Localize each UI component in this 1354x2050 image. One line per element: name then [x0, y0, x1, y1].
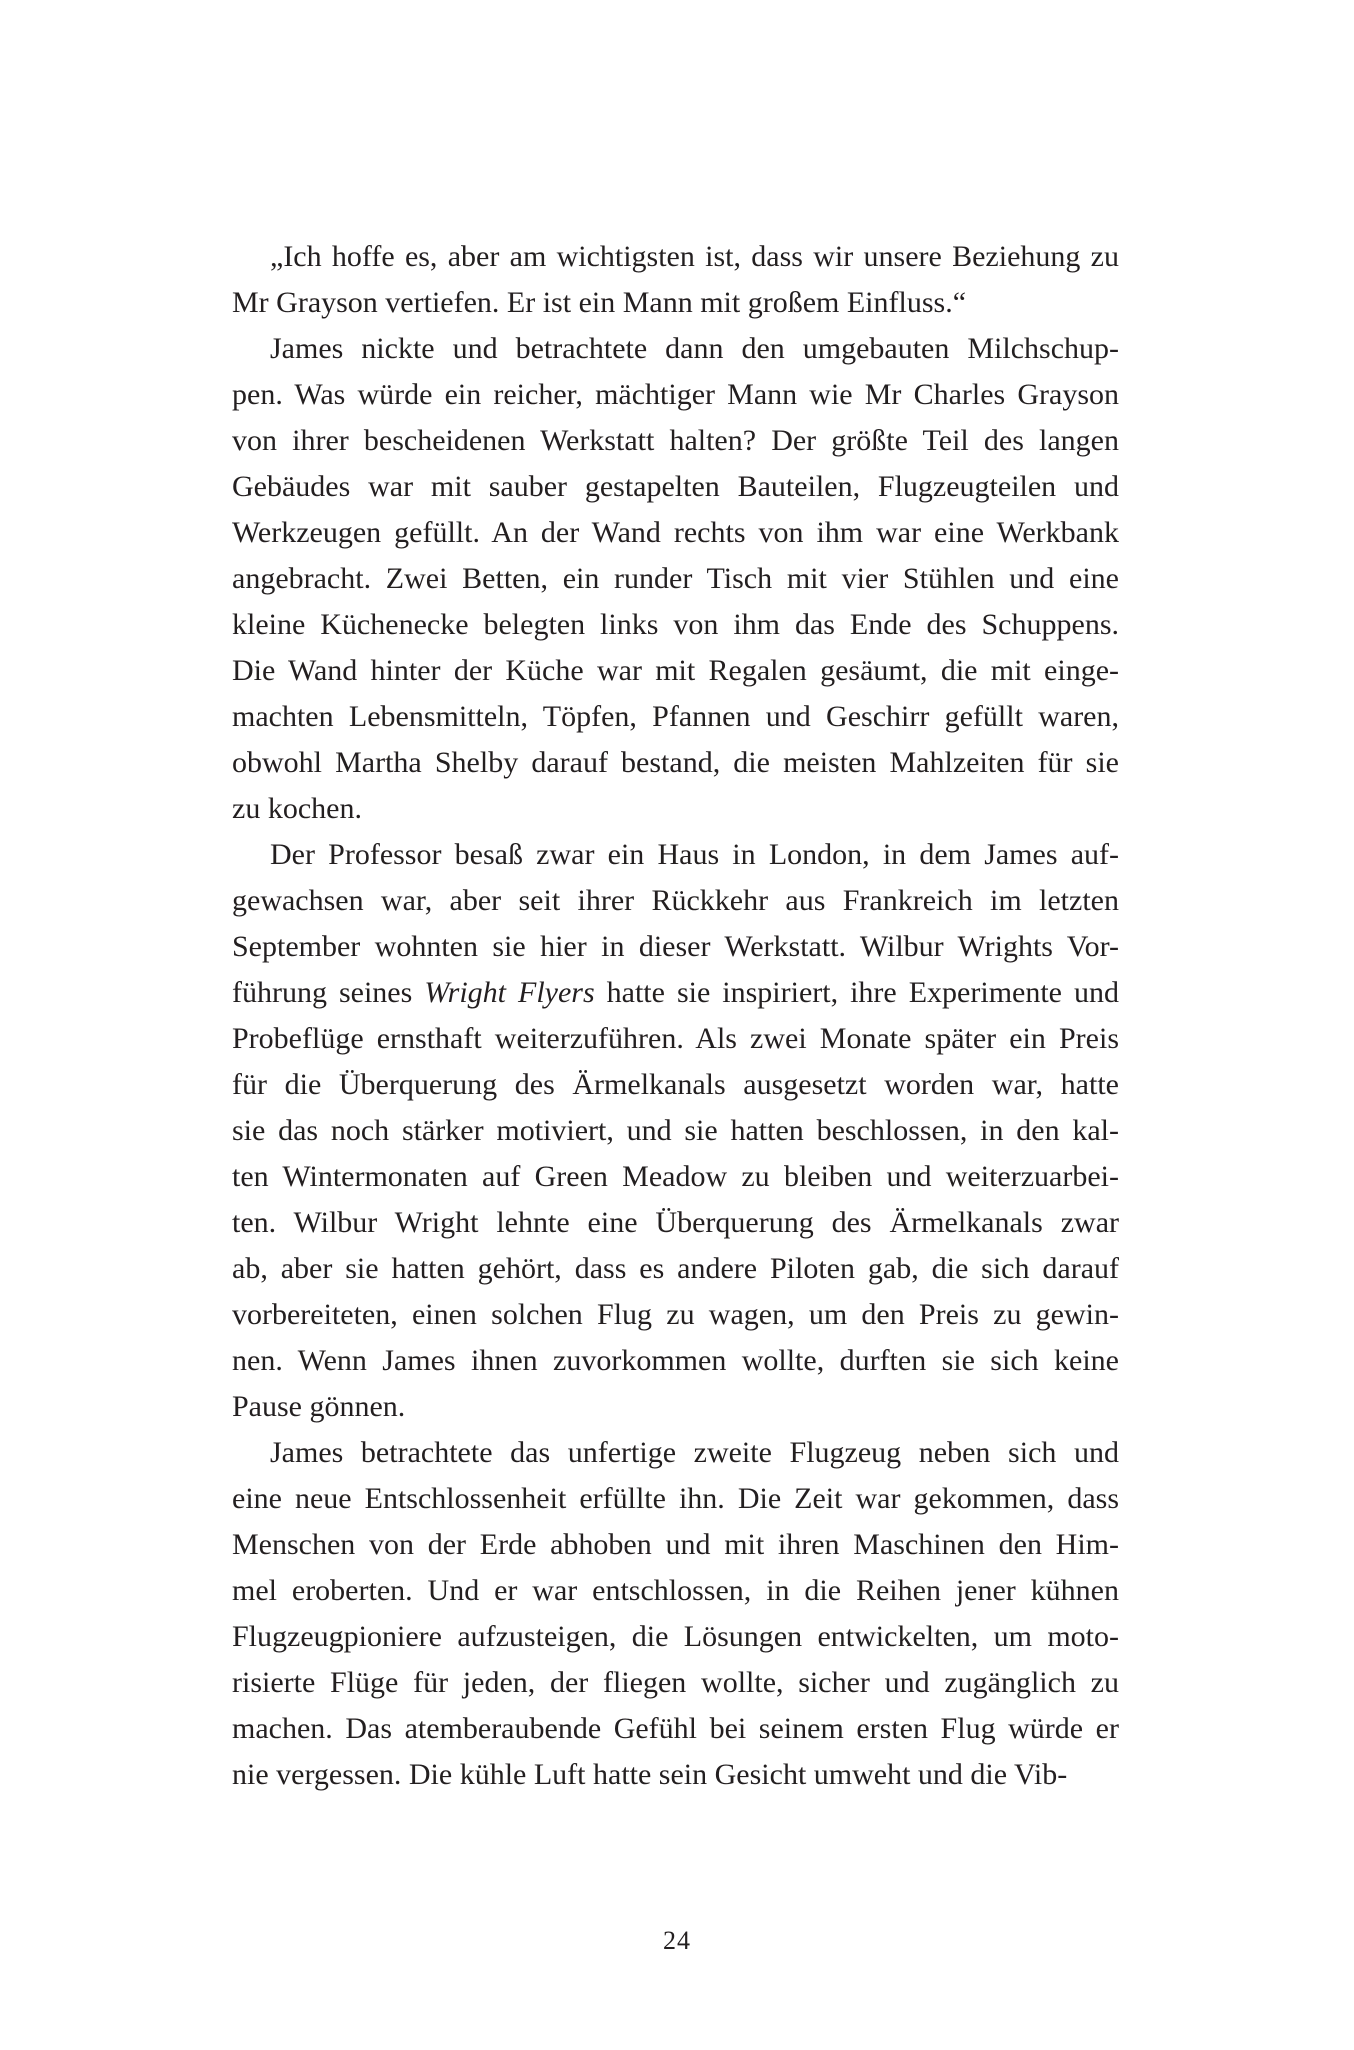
text-run: angebracht. Zwei Betten, ein runder Tisch mit vier Stühlen und eine — [232, 562, 1119, 595]
text-line — [232, 694, 1119, 740]
paragraph — [232, 832, 1119, 1430]
text-run: hatte sie inspiriert, ihre Experimente und — [594, 976, 1120, 1009]
italic-text: Wright Flyers — [424, 976, 595, 1009]
text-line — [232, 464, 1119, 510]
text-line — [232, 970, 1119, 1016]
text-run: nie vergessen. Die kühle Luft hatte sein Gesicht umweht und die Vib- — [232, 1758, 1068, 1791]
paragraph — [232, 234, 1119, 326]
text-line — [232, 1522, 1119, 1568]
text-run: Mr Grayson vertiefen. Er ist ein Mann mit großem Einfluss.“ — [232, 286, 967, 319]
text-run: machen. Das atemberaubende Gefühl bei seinem ersten Flug würde er — [232, 1712, 1119, 1745]
text-run: „Ich hoffe es, aber am wichtigsten ist, dass wir unsere Beziehung zu — [270, 240, 1119, 273]
text-line — [232, 1292, 1119, 1338]
text-run: sie das noch stärker motiviert, und sie hatten beschlossen, in den kal- — [232, 1114, 1119, 1147]
text-run: Der Professor besaß zwar ein Haus in London, in dem James auf- — [270, 838, 1119, 871]
text-line — [232, 648, 1119, 694]
text-run: von ihrer bescheidenen Werkstatt halten? Der größte Teil des langen — [232, 424, 1119, 457]
text-run: für die Überquerung des Ärmelkanals ausgesetzt worden war, hatte — [232, 1068, 1119, 1101]
text-line — [232, 878, 1119, 924]
text-run: Die Wand hinter der Küche war mit Regalen gesäumt, die mit einge- — [232, 654, 1119, 687]
text-line — [232, 1016, 1119, 1062]
text-line — [232, 1338, 1119, 1384]
text-run: führung seines — [232, 976, 425, 1009]
paragraph — [232, 1430, 1119, 1798]
text-run: eine neue Entschlossenheit erfüllte ihn. Die Zeit war gekommen, dass — [232, 1482, 1119, 1515]
text-line — [232, 372, 1119, 418]
text-run: nen. Wenn James ihnen zuvorkommen wollte, durften sie sich keine — [232, 1344, 1119, 1377]
text-line — [232, 740, 1119, 786]
text-run: zu kochen. — [232, 792, 362, 825]
paragraph — [232, 326, 1119, 832]
text-run: Probeflüge ernsthaft weiterzuführen. Als zwei Monate später ein Preis — [232, 1022, 1119, 1055]
text-line — [232, 556, 1119, 602]
text-line — [232, 1246, 1119, 1292]
text-run: ten Wintermonaten auf Green Meadow zu bleiben und weiterzuarbei- — [232, 1160, 1119, 1193]
text-line — [232, 326, 1119, 372]
text-run: kleine Küchenecke belegten links von ihm das Ende des Schuppens. — [232, 608, 1119, 641]
text-line — [232, 602, 1119, 648]
text-run: Gebäudes war mit sauber gestapelten Bauteilen, Flugzeugteilen und — [232, 470, 1119, 503]
text-run: Flugzeugpioniere aufzusteigen, die Lösungen entwickelten, um moto- — [232, 1620, 1119, 1653]
text-line — [232, 418, 1119, 464]
text-run: mel eroberten. Und er war entschlossen, in die Reihen jener kühnen — [232, 1574, 1119, 1607]
text-line — [232, 1430, 1119, 1476]
text-line — [232, 234, 1119, 280]
text-line — [232, 1660, 1119, 1706]
text-line — [232, 1706, 1119, 1752]
text-line — [232, 510, 1119, 556]
text-run: ab, aber sie hatten gehört, dass es andere Piloten gab, die sich darauf — [232, 1252, 1119, 1285]
text-run: Pause gönnen. — [232, 1390, 406, 1423]
text-line — [232, 786, 1119, 832]
page-number: 24 — [663, 1926, 691, 1955]
text-line — [232, 280, 1119, 326]
text-run: gewachsen war, aber seit ihrer Rückkehr aus Frankreich im letzten — [232, 884, 1119, 917]
text-line — [232, 1476, 1119, 1522]
text-line — [232, 1568, 1119, 1614]
text-run: risierte Flüge für jeden, der fliegen wollte, sicher und zugänglich zu — [232, 1666, 1119, 1699]
text-line — [232, 1384, 1119, 1430]
text-run: September wohnten sie hier in dieser Werkstatt. Wilbur Wrights Vor- — [232, 930, 1119, 963]
text-line — [232, 1108, 1119, 1154]
text-line — [232, 1062, 1119, 1108]
text-run: James nickte und betrachtete dann den umgebauten Milchschup- — [270, 332, 1119, 365]
text-run: vorbereiteten, einen solchen Flug zu wagen, um den Preis zu gewin- — [232, 1298, 1119, 1331]
text-run: ten. Wilbur Wright lehnte eine Überquerung des Ärmelkanals zwar — [232, 1206, 1119, 1239]
text-run: Werkzeugen gefüllt. An der Wand rechts von ihm war eine Werkbank — [232, 516, 1119, 549]
text-line — [232, 1200, 1119, 1246]
text-line — [232, 924, 1119, 970]
text-run: pen. Was würde ein reicher, mächtiger Mann wie Mr Charles Grayson — [232, 378, 1119, 411]
text-run: Menschen von der Erde abhoben und mit ihren Maschinen den Him- — [232, 1528, 1119, 1561]
text-run: James betrachtete das unfertige zweite Flugzeug neben sich und — [270, 1436, 1119, 1469]
text-run: machten Lebensmitteln, Töpfen, Pfannen und Geschirr gefüllt waren, — [232, 700, 1119, 733]
text-run: obwohl Martha Shelby darauf bestand, die meisten Mahlzeiten für sie — [232, 746, 1119, 779]
text-line — [232, 1154, 1119, 1200]
text-line — [232, 832, 1119, 878]
body-text — [232, 234, 1119, 1798]
text-line — [232, 1752, 1119, 1798]
text-line — [232, 1614, 1119, 1660]
